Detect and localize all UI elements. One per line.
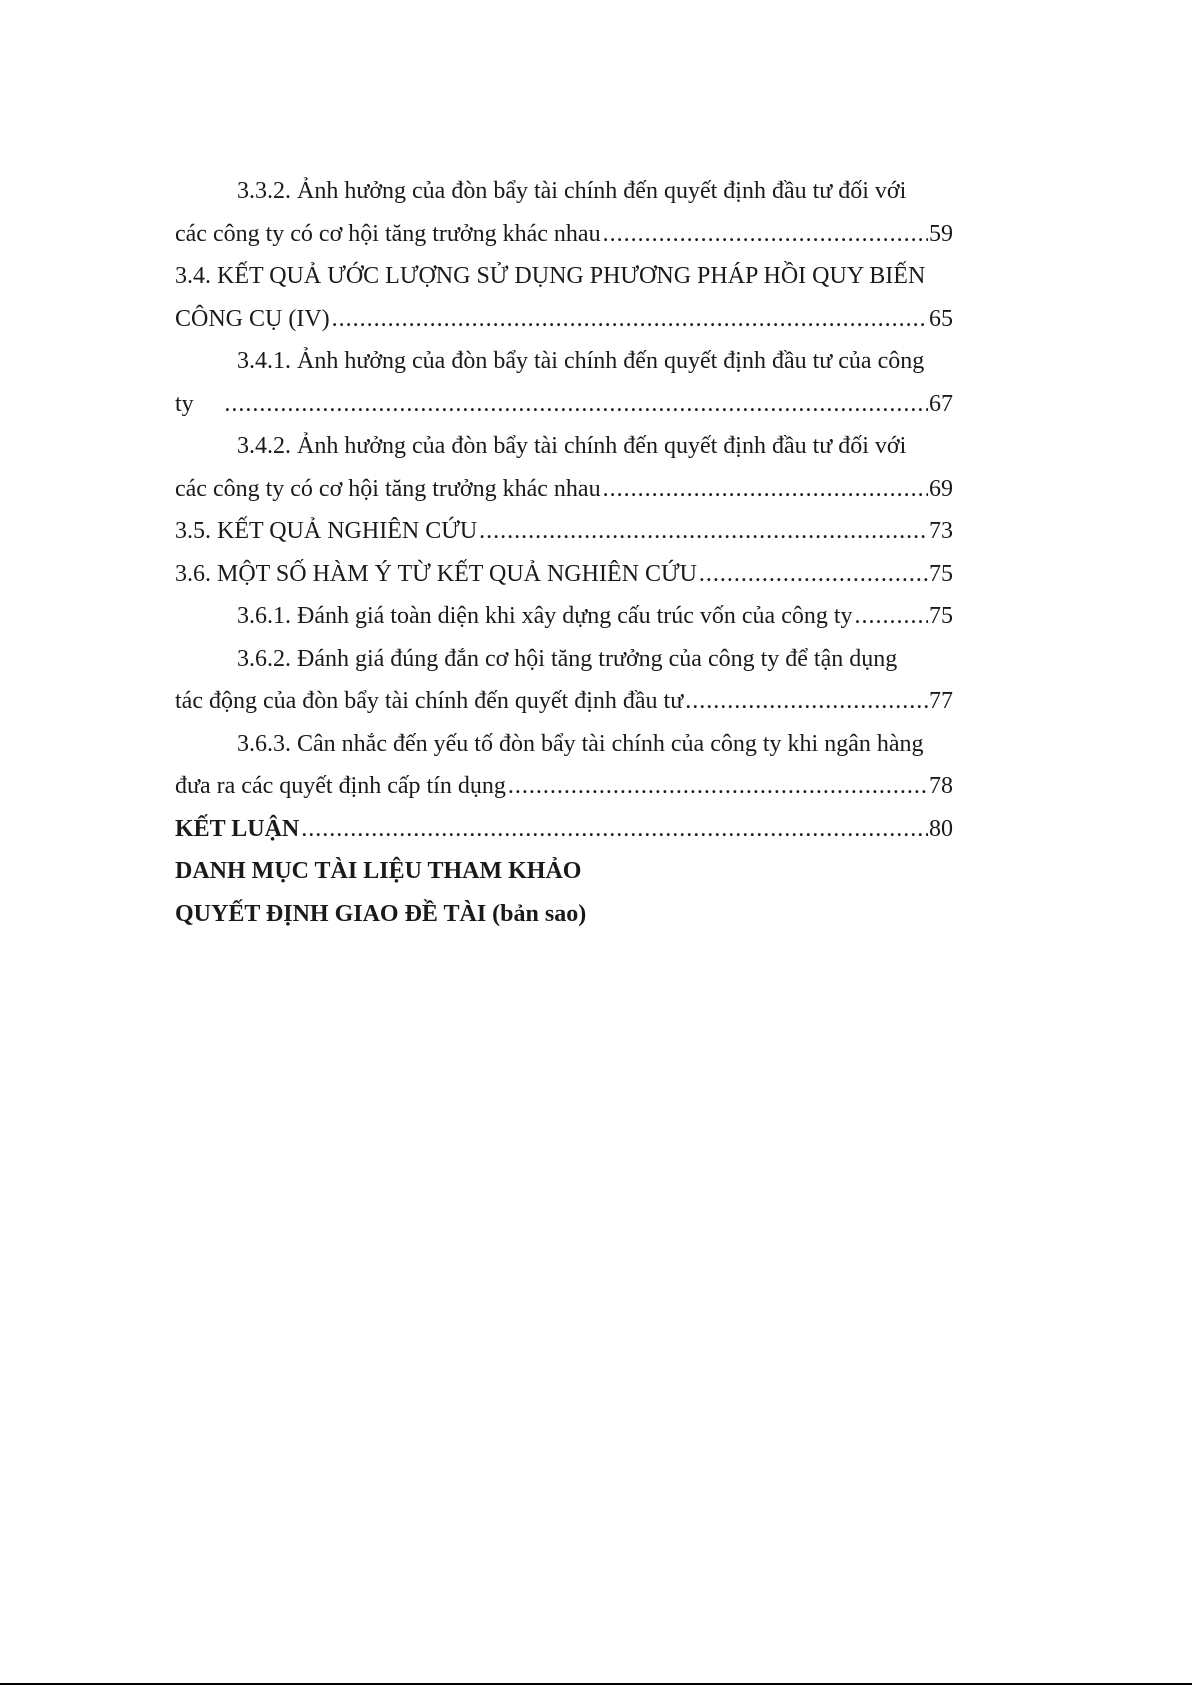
toc-entry-text: 3.6.1. Đánh giá toàn diện khi xây dựng cấu trúc vốn của công ty <box>237 603 853 629</box>
toc-entry-text: 3.6.2. Đánh giá đúng đắn cơ hội tăng trưởng của công ty để tận dụng <box>237 645 898 672</box>
toc-entry-text: 3.6. MỘT SỐ HÀM Ý TỪ KẾT QUẢ NGHIÊN CỨU <box>175 560 697 587</box>
toc-entry-text: 3.4.1. Ảnh hưởng của đòn bẩy tài chính đến quyết định đầu tư của công <box>237 348 925 374</box>
toc-entry-danh-muc <box>175 850 953 893</box>
toc-entry-3-6 <box>175 553 953 596</box>
toc-entry-text: 3.6.3. Cân nhắc đến yếu tố đòn bẩy tài chính của công ty khi ngân hàng <box>237 730 924 757</box>
toc-entry-text: các công ty có cơ hội tăng trưởng khác nhau <box>175 220 601 247</box>
toc-entry-quyet-dinh <box>175 893 953 936</box>
toc-entry-text: CÔNG CỤ (IV) <box>175 305 330 332</box>
dot-leader <box>301 808 928 851</box>
dot-leader <box>508 765 928 808</box>
toc-entry-3-4-1-line2 <box>175 383 953 426</box>
toc-entry-text: đưa ra các quyết định cấp tín dụng <box>175 773 506 799</box>
toc-page-number: 67 <box>929 390 953 417</box>
toc-entry-text: 3.3.2. Ảnh hưởng của đòn bẩy tài chính đến quyết định đầu tư đối với <box>237 178 907 204</box>
toc-entry-ket-luan <box>175 808 953 851</box>
toc-entry-3-6-2-line2 <box>175 680 953 723</box>
toc-entry-text: DANH MỤC TÀI LIỆU THAM KHẢO <box>175 858 582 884</box>
toc-page-number: 75 <box>929 560 953 587</box>
dot-leader <box>224 383 928 426</box>
table-of-contents <box>175 170 953 935</box>
toc-entry-text: 3.4. KẾT QUẢ ƯỚC LƯỢNG SỬ DỤNG PHƯƠNG PHÁP HỒI QUY BIẾN <box>175 263 926 289</box>
toc-entry-3-6-3-line1 <box>175 723 953 766</box>
toc-page-number: 77 <box>929 688 953 714</box>
toc-page-number: 69 <box>929 475 953 502</box>
toc-page-number: 65 <box>929 305 953 332</box>
toc-page-number: 73 <box>929 518 953 544</box>
toc-entry-3-6-2-line1 <box>175 638 953 681</box>
toc-entry-3-3-2-line2 <box>175 213 953 256</box>
dot-leader <box>855 595 928 638</box>
dot-leader <box>699 553 928 596</box>
dot-leader <box>685 680 928 723</box>
toc-page-number: 59 <box>929 220 953 247</box>
toc-entry-3-4-2-line1 <box>175 425 953 468</box>
toc-entry-3-6-1 <box>175 595 953 638</box>
toc-entry-3-4-1-line1 <box>175 340 953 383</box>
toc-entry-text: 3.4.2. Ảnh hưởng của đòn bẩy tài chính đến quyết định đầu tư đối với <box>237 433 907 459</box>
toc-entry-text: 3.5. KẾT QUẢ NGHIÊN CỨU <box>175 518 478 544</box>
toc-entry-3-4-line2 <box>175 298 953 341</box>
toc-entry-text: KẾT LUẬN <box>175 815 300 842</box>
toc-entry-text: các công ty có cơ hội tăng trưởng khác nhau <box>175 475 601 502</box>
toc-page-number: 78 <box>929 773 953 799</box>
toc-page-number: 80 <box>929 815 953 842</box>
toc-page-number: 75 <box>929 603 953 629</box>
toc-entry-text: tác động của đòn bẩy tài chính đến quyết định đầu tư <box>175 688 684 714</box>
toc-entry-3-3-2-line1 <box>175 170 953 213</box>
dot-leader <box>332 298 928 341</box>
toc-entry-3-4-line1 <box>175 255 953 298</box>
toc-entry-text: ty <box>175 390 194 417</box>
toc-entry-text: QUYẾT ĐỊNH GIAO ĐỀ TÀI (bản sao) <box>175 900 587 927</box>
dot-leader <box>603 468 928 511</box>
toc-entry-3-6-3-line2 <box>175 765 953 808</box>
toc-entry-3-5 <box>175 510 953 553</box>
dot-leader <box>479 510 928 553</box>
toc-entry-3-4-2-line2 <box>175 468 953 511</box>
dot-leader <box>603 213 928 256</box>
